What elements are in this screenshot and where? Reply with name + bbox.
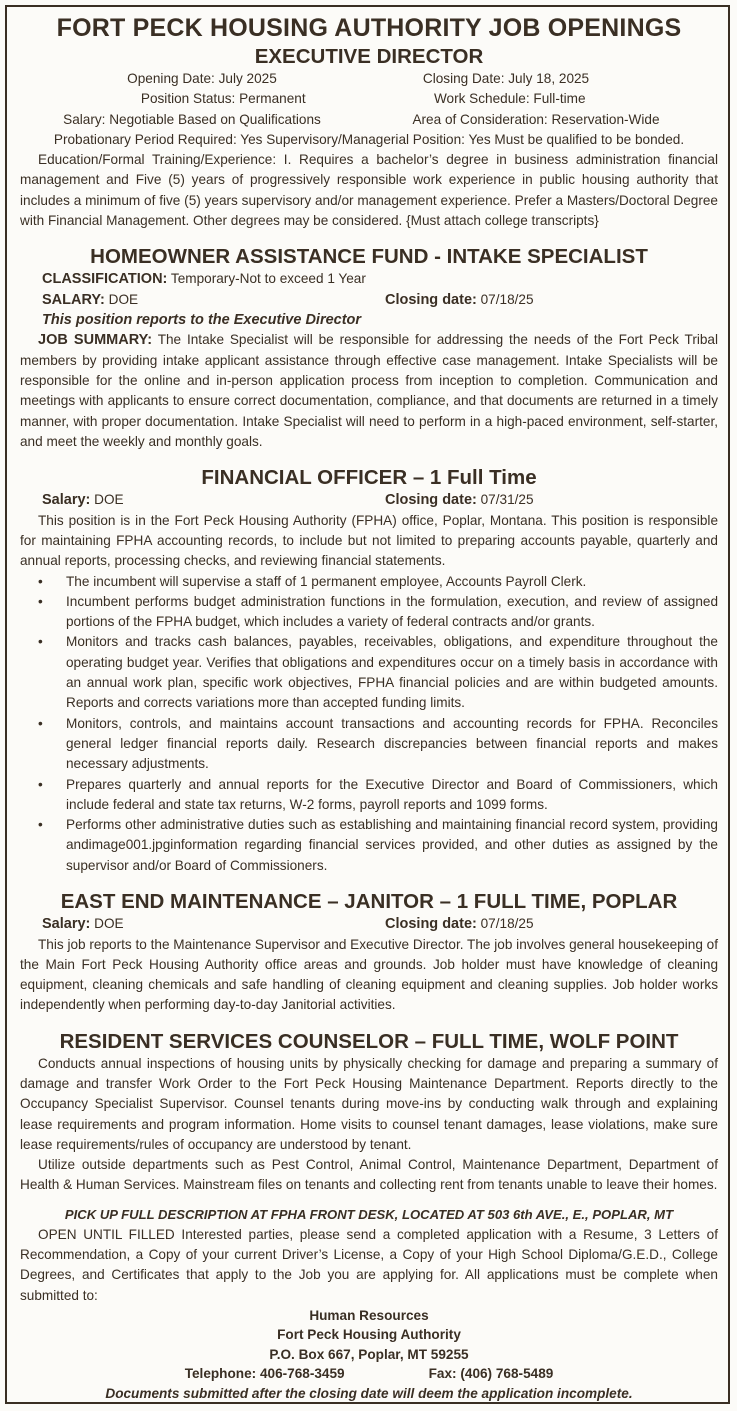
closing-label: Closing date: — [385, 916, 477, 932]
contact-department: Human Resources — [309, 1307, 429, 1323]
area-of-consideration: Area of Consideration: Reservation-Wide — [412, 111, 660, 127]
job-summary-label: JOB SUMMARY: — [38, 332, 153, 349]
list-item — [20, 632, 718, 713]
bullet: • — [38, 573, 43, 589]
list-item — [20, 775, 718, 816]
section-janitor — [20, 890, 718, 1016]
list-item-text: Incumbent performs budget administration functions in the formulation, execution, and review of assigned portions of the FPHA budget, which includes a variety of federal contracts and/or grants. — [66, 593, 718, 630]
list-item-text: Monitors, controls, and maintains account transactions and accounting records for FPHA. Reconciles general ledger financial reports daily. Research discrepancies between financial reports and makes necessary adjustments. — [66, 715, 718, 772]
job-summary-text: The Intake Specialist will be responsible for addressing the needs of the Fort Peck Tribal members by providing intake applicant assistance through effective case management. Intake Specialists will be responsible for the online and in-person application process from inception to completion. Communication and meetings with applicants to ensure correct documentation, compliance, and that documents are returned in a timely manner, with proper documentation. Intake Specialist will need to perform in a high-paced environment, self-starter, and meet the weekly and monthly goals. — [20, 332, 718, 449]
section-heading: FINANCIAL OFFICER – 1 Full Time — [201, 466, 537, 490]
list-item-text: The incumbent will supervise a staff of 1 permanent employee, Accounts Payroll Clerk. — [66, 573, 587, 589]
classification-label: CLASSIFICATION: — [42, 271, 168, 288]
salary-label: SALARY: — [42, 291, 105, 308]
position-status: Position Status: Permanent — [140, 91, 306, 107]
salary-row — [20, 110, 718, 130]
closing-date: Closing Date: July 18, 2025 — [422, 71, 590, 86]
closing-label: Closing date: — [385, 492, 477, 509]
salary-label: Salary: — [42, 492, 91, 509]
salary-value: DOE — [108, 291, 139, 307]
reports-to: This position reports to the Executive Director — [42, 312, 362, 329]
list-item — [20, 815, 718, 876]
job-summary — [20, 330, 718, 452]
closing-value: 07/31/25 — [480, 492, 534, 508]
contact-address: P.O. Box 667, Poplar, MT 59255 — [269, 1346, 469, 1362]
section-intake-specialist — [20, 245, 718, 452]
closing-label: Closing date: — [385, 291, 477, 308]
dates-row — [20, 69, 718, 89]
closing-warning: Documents submitted after the closing date will deem the application incomplete. — [105, 1385, 633, 1401]
pickup-notice: PICK UP FULL DESCRIPTION AT FPHA FRONT DESK, LOCATED AT 503 6th AVE., E., POPLAR, MT — [64, 1206, 674, 1222]
list-item — [20, 572, 718, 592]
list-item-text: Monitors and tracks cash balances, payables, receivables, obligations, and expenditure throughout the operating budget year. Verifies that obligations and expenditures occur on a timely basis in accordance with an annual work plan, specific work objectives, FPHA financial policies and are within budgeted amounts. Reports and corrects variations more than accepted funding limits. — [66, 634, 718, 711]
bullet: • — [38, 593, 43, 609]
job-description: This job reports to the Maintenance Supervisor and Executive Director. The job involves general housekeeping of the Main Fort Peck Housing Authority office areas and grounds. Job holder must have knowledge of cleaning equipment, cleaning chemicals and safe handling of cleaning equipment and cleaning supplies. Job holder works independently when performing day-to-day Janitorial activities. — [20, 936, 718, 1013]
list-item-text: Prepares quarterly and annual reports for the Executive Director and Board of Commissioners, which include federal and state tax returns, W-2 forms, payroll reports and 1099 forms. — [66, 776, 718, 812]
classification-row — [20, 269, 718, 290]
list-item — [20, 714, 718, 775]
salary-value: DOE — [94, 916, 124, 931]
salary-closing-row — [20, 914, 718, 935]
duties-list — [20, 572, 718, 876]
job-description-2: Utilize outside departments such as Pest Control, Animal Control, Maintenance Department, Department of Health & Human Services. Mainstream files on tenants and collecting rent from tenants unable to leave their homes. — [20, 1157, 718, 1193]
salary-closing-row — [20, 490, 718, 511]
closing-value: 07/18/25 — [480, 291, 534, 307]
salary-label: Salary: — [42, 916, 91, 932]
section-heading: EAST END MAINTENANCE – JANITOR – 1 FULL TIME, POPLAR — [60, 890, 678, 913]
classification-value: Temporary-Not to exceed 1 Year — [170, 271, 366, 287]
closing-value: 07/18/25 — [480, 916, 534, 931]
probation: Probationary Period Required: Yes Supervisory/Managerial Position: Yes Must be qualified to be bonded. — [53, 131, 685, 147]
status-row — [20, 89, 718, 109]
page-title: FORT PECK HOUSING AUTHORITY JOB OPENINGS — [56, 14, 682, 42]
telephone: Telephone: 406-768-3459 — [184, 1366, 345, 1382]
open-until-filled: OPEN UNTIL FILLED Interested parties, please send a completed application with a Resume, 3 Letters of Recommendation, a Copy of your current Driver’s License, a Copy of your High School Diploma/G.E.D., College Degrees, and Certificates that apply to the Job you are applying for. All applications must be complete when submitted to: — [20, 1226, 718, 1303]
education: Education/Formal Training/Experience: I. Requires a bachelor’s degree in business administration financial management and Five (5) years of progressively responsible work experience in public housing authority that includes a minimum of five (5) years supervisory and/or management experience. Prefer a Masters/Doctoral Degree with Financial Management. Other degrees may be considered. {Must attach college transcripts} — [20, 152, 718, 229]
application-instructions — [20, 1205, 718, 1404]
contact-phone-row — [20, 1364, 718, 1384]
job-openings-ad — [5, 5, 730, 1404]
section-heading: HOMEOWNER ASSISTANCE FUND - INTAKE SPECIALIST — [90, 245, 648, 269]
bullet: • — [38, 817, 43, 833]
list-item — [20, 592, 718, 633]
section-resident-services-counselor — [20, 1030, 718, 1196]
bullet: • — [38, 776, 43, 792]
section-heading: EXECUTIVE DIRECTOR — [254, 45, 484, 68]
fax: Fax: (406) 768-5489 — [428, 1366, 554, 1382]
work-schedule: Work Schedule: Full-time — [433, 91, 586, 107]
opening-date: Opening Date: July 2025 — [127, 71, 277, 86]
job-description: Conducts annual inspections of housing units by physically checking for damage and preparing a summary of damage and transfer Work Order to the Fort Peck Housing Maintenance Department. Reports directly to the Occupancy Specialist Supervisor. Counsel tenants during move-ins by conducting walk through and explaining lease requirements and program information. Home visits to counsel tenant damages, lease violations, make sure lease requirements/rules of occupancy are understood by tenant. — [20, 1055, 718, 1152]
salary-closing-row — [20, 290, 718, 311]
bullet: • — [38, 715, 43, 731]
salary-value: DOE — [94, 492, 124, 508]
section-financial-officer — [20, 466, 718, 876]
list-item-text: Performs other administrative duties such as establishing and maintaining financial record system, providing andimage001.jpginformation regarding financial services provided, and other duties as assigned by the supervisor and/or Board of Commissioners. — [66, 817, 718, 873]
intro: This position is in the Fort Peck Housing Authority (FPHA) office, Poplar, Montana. This position is responsible for maintaining FPHA accounting records, to include but not limited to preparing accounts payable, quarterly and annual reports, processing checks, and reviewing financial statements. — [20, 512, 718, 569]
bullet: • — [38, 634, 43, 650]
salary: Salary: Negotiable Based on Qualifications — [63, 111, 321, 127]
section-heading: RESIDENT SERVICES COUNSELOR – FULL TIME, WOLF POINT — [59, 1029, 679, 1053]
contact-organization: Fort Peck Housing Authority — [277, 1327, 461, 1343]
section-executive-director — [20, 45, 718, 231]
